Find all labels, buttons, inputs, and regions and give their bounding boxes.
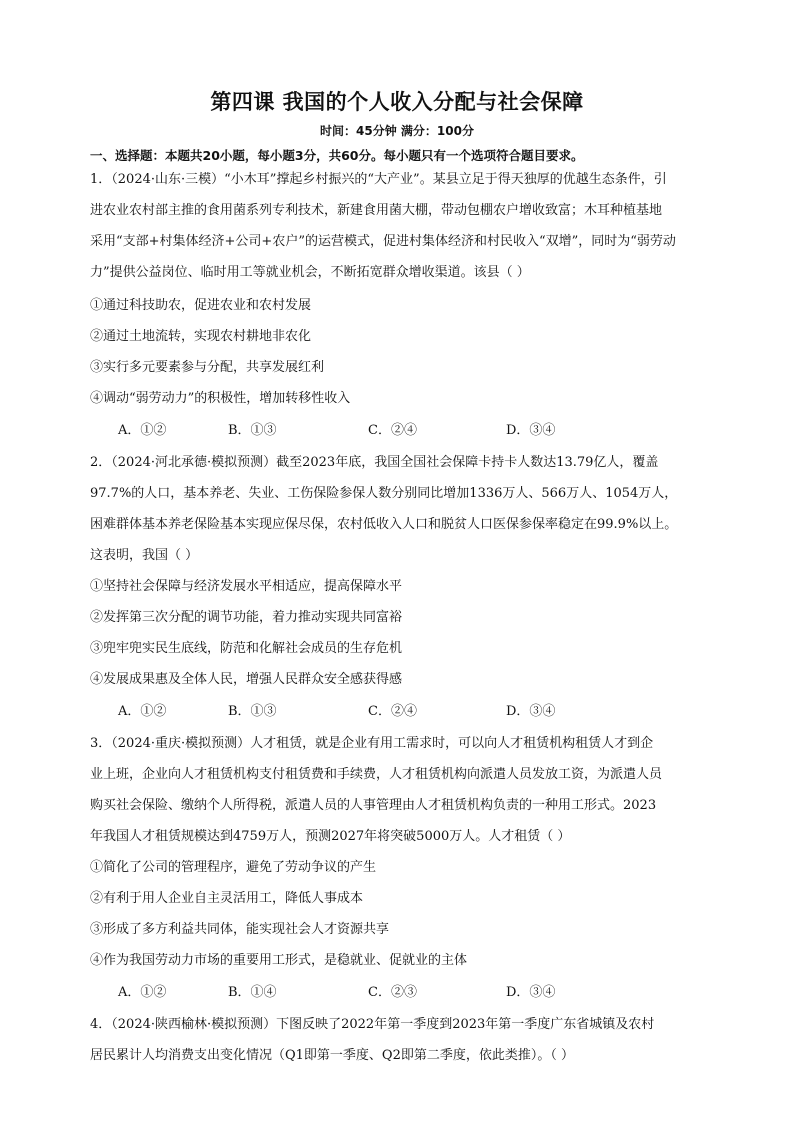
question-text-line: 购买社会保险、缴纳个人所得税，派遣人员的人事管理由人才租赁机构负责的一种用工形式。2023	[90, 798, 657, 813]
statement-2: ②通过土地流转，实现农村耕地非农化	[90, 329, 312, 344]
option-d[interactable]: D．③④	[506, 423, 556, 438]
exam-time-score: 时间：45分钟 满分：100分	[320, 124, 474, 138]
question-text-line: 进农业农村部主推的食用菌系列专利技术，新建食用菌大棚，带动包棚农户增收致富；木耳种植基地	[90, 203, 663, 218]
statement-1: ①通过科技助农，促进农业和农村发展	[90, 298, 312, 313]
question-text-line: 2．（2024·河北承德·模拟预测）截至2023年底，我国全国社会保障卡持卡人数达13.79亿人，覆盖	[90, 455, 659, 470]
answer-options	[118, 984, 678, 1002]
question-text-line: 年我国人才租赁规模达到4759万人，预测2027年将突破5000万人。人才租赁（ ）	[90, 829, 571, 844]
statement-2: ②有利于用人企业自主灵活用工，降低人事成本	[90, 891, 364, 906]
statement-1: ①坚持社会保障与经济发展水平相适应，提高保障水平	[90, 579, 403, 594]
option-c[interactable]: C．②④	[368, 423, 417, 438]
question-text-line: 力”提供公益岗位、临时用工等就业机会，不断拓宽群众增收渠道。该县（ ）	[90, 265, 530, 280]
option-a[interactable]: A．①②	[118, 985, 167, 1000]
answer-options	[118, 703, 678, 721]
option-a[interactable]: A．①②	[118, 704, 167, 719]
statement-4: ④作为我国劳动力市场的重要用工形式，是稳就业、促就业的主体	[90, 953, 468, 968]
option-c[interactable]: C．②④	[368, 704, 417, 719]
question-text-line: 居民累计人均消费支出变化情况（Q1即第一季度、Q2即第二季度，依此类推）。（ ）	[90, 1048, 574, 1063]
section-header: 一、选择题：本题共20小题，每小题3分，共60分。每小题只有一个选项符合题目要求。	[90, 148, 584, 163]
option-b[interactable]: B．①③	[228, 704, 277, 719]
option-d[interactable]: D．③④	[506, 985, 556, 1000]
option-c[interactable]: C．②③	[368, 985, 417, 1000]
page-title: 第四课 我国的个人收入分配与社会保障	[210, 90, 584, 114]
question-text-line: 业上班，企业向人才租赁机构支付租赁费和手续费，人才租赁机构向派遣人员发放工资，为派遣人员	[90, 767, 663, 782]
question-text-line: 这表明，我国（ ）	[90, 548, 199, 563]
option-d[interactable]: D．③④	[506, 704, 556, 719]
answer-options	[118, 422, 678, 440]
option-b[interactable]: B．①④	[228, 985, 277, 1000]
statement-4: ④发展成果惠及全体人民，增强人民群众安全感获得感	[90, 672, 403, 687]
statement-1: ①简化了公司的管理程序，避免了劳动争议的产生	[90, 860, 377, 875]
question-text-line: 1．（2024·山东·三模）“小木耳”撑起乡村振兴的“大产业”。某县立足于得天独厚的优越生态条件，引	[90, 172, 667, 187]
option-b[interactable]: B．①③	[228, 423, 277, 438]
option-a[interactable]: A．①②	[118, 423, 167, 438]
question-text-line: 3．（2024·重庆·模拟预测）人才租赁，就是企业有用工需求时，可以向人才租赁机构租赁人才到企	[90, 736, 654, 751]
statement-3: ③实行多元要素参与分配，共享发展红利	[90, 360, 325, 375]
statement-3: ③兜牢兜实民生底线，防范和化解社会成员的生存危机	[90, 641, 403, 656]
question-text-line: 4．（2024·陕西榆林·模拟预测）下图反映了2022年第一季度到2023年第一季度广东省城镇及农村	[90, 1017, 655, 1032]
question-text-line: 困难群体基本养老保险基本实现应保尽保，农村低收入人口和脱贫人口医保参保率稳定在99.9%以上。	[90, 517, 678, 532]
statement-2: ②发挥第三次分配的调节功能，着力推动实现共同富裕	[90, 610, 403, 625]
statement-4: ④调动“弱劳动力”的积极性，增加转移性收入	[90, 391, 351, 406]
statement-3: ③形成了多方利益共同体，能实现社会人才资源共享	[90, 922, 390, 937]
question-text-line: 采用“支部+村集体经济+公司+农户”的运营模式，促进村集体经济和村民收入“双增”，同时为“弱劳动	[90, 234, 676, 249]
question-text-line: 97.7%的人口，基本养老、失业、工伤保险参保人数分别同比增加1336万人、566万人、1054万人，	[90, 486, 678, 501]
